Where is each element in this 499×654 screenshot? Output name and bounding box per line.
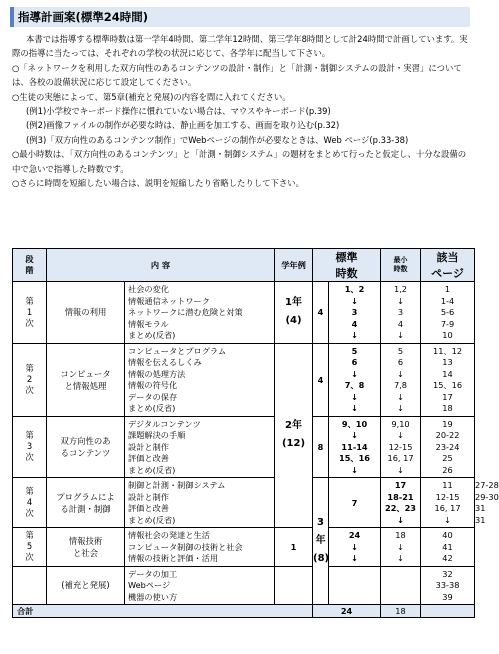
chapter-cell: 第 5 次 xyxy=(13,528,47,567)
table-row xyxy=(13,528,475,567)
header-minimum-hours: 最小 時数 xyxy=(381,249,421,282)
minimum-hours-cell: 5 6 ↓ 7,8 ↓ ↓ xyxy=(381,343,421,416)
unit-cell: (補充と発展) xyxy=(47,566,125,605)
content-cell: 制御と計測・制御システム 設計と制作 評価と改善 まとめ(反省) xyxy=(125,478,275,528)
total-standard-hours: 24 xyxy=(313,605,381,618)
table-row xyxy=(13,416,475,478)
chapter-cell: 第 3 次 xyxy=(13,416,47,478)
minimum-hours-cell xyxy=(381,566,421,605)
table-row xyxy=(13,566,475,605)
unit-cell: 情報技術 と社会 xyxy=(47,528,125,567)
standard-hours-cell: 24 ↓ ↓ xyxy=(329,528,381,567)
content-cell: 情報社会の発達と生活 コンピュータ制御の技術と社会 情報の技術と評価・活用 xyxy=(125,528,275,567)
chapter-cell: 第 1 次 xyxy=(13,282,47,344)
content-cell: データの加工 Webページ 機器の使い方 xyxy=(125,566,275,605)
intro-paragraph: 本書では指導する標準時数は第一学年4時間、第二学年12時間、第三学年8時間として計24時間で計画しています。実際の指導に当たっては、それぞれの学校の状況に応じて、各学年に配当して下さい。 xyxy=(12,34,468,59)
unit-cell: 双方向性のあ るコンテンツ xyxy=(47,416,125,478)
bullet-chapter5: ○生徒の実態によって、第5章(補充と発展)の内容を間に入れてください。 xyxy=(12,91,291,102)
bullet-shorten: ○さらに時間を短縮したい場合は、説明を短縮したり省略したりして下さい。 xyxy=(12,178,305,189)
unit-cell: コンピュータ と情報処理 xyxy=(47,343,125,416)
standard-hours-cell: 9、10 ↓ 11-14 15、16 ↓ xyxy=(329,416,381,478)
hours-cell: 1 xyxy=(275,528,313,567)
header-standard-hours: 標準 時数 xyxy=(313,249,381,282)
pages-cell: 1 1-4 5-6 7-9 10 xyxy=(421,282,475,344)
pages-cell: 40 41 42 xyxy=(421,528,475,567)
minimum-hours-cell: 1,2 ↓ 3 4 ↓ xyxy=(381,282,421,344)
standard-hours-cell: 17 18-21 22、23 ↓ xyxy=(381,478,421,528)
header-pages: 該当 ページ xyxy=(421,249,475,282)
table-row xyxy=(13,343,475,416)
hours-cell: 4 xyxy=(313,282,329,344)
standard-hours-cell: 1、2 ↓ 3 4 ↓ xyxy=(329,282,381,344)
hours-cell: 8 xyxy=(313,416,329,478)
grade-cell-3: 3年 (8) xyxy=(313,478,329,605)
total-minimum-hours: 18 xyxy=(381,605,421,618)
chapter-cell xyxy=(13,566,47,605)
pages-cell: 32 33-38 39 xyxy=(421,566,475,605)
table-row xyxy=(13,282,475,344)
minimum-hours-cell: 18 ↓ ↓ xyxy=(381,528,421,567)
bullet-network: ○「ネットワークを利用した双方向性のあるコンテンツの設計・制作」と「計測・制御システムの設計・実習」については、各校の設備状況に応じて設定してください。 xyxy=(12,62,462,88)
example-1: (例1)小学校でキーボード操作に慣れていない場合は、マウスやキーボード(p.39) xyxy=(26,106,331,117)
total-label: 合計 xyxy=(13,605,313,618)
hours-cell: 7 xyxy=(329,478,381,528)
pages-cell: 11、12 13 14 15、16 17 18 xyxy=(421,343,475,416)
page-title: 指導計画案(標準24時間) xyxy=(10,7,470,27)
example-3: (例3)「双方向性のあるコンテンツ制作」でWebページの制作が必要なときは、Web ページ(p.33-38) xyxy=(26,134,409,145)
total-pages xyxy=(421,605,475,618)
chapter-cell: 第 2 次 xyxy=(13,343,47,416)
bullet-minimum-hours: ○最小時数は、「双方向性のあるコンテンツ」と「計測・制御システム」の題材をまとめて行ったと仮定し、十分な設備の中で急いで指導した時数です。 xyxy=(12,149,467,174)
content-cell: コンピュータとプログラム 情報を伝えるしくみ 情報の処理方法 情報の符号化 データの保存 まとめ(反省) xyxy=(125,343,275,416)
chapter-cell: 第 4 次 xyxy=(13,478,47,528)
example-2: (例2)画像ファイルの制作が必要な時は、静止画を加工する、画面を取り込む(p.32) xyxy=(26,120,340,131)
grade-cell-1: 1年 (4) xyxy=(275,282,313,344)
intro-text xyxy=(12,32,474,190)
table-header-row xyxy=(13,249,475,282)
table-total-row xyxy=(13,605,475,618)
grade-cell-2: 2年 (12) xyxy=(275,343,313,528)
header-content: 内 容 xyxy=(47,249,275,282)
hours-cell: 4 xyxy=(313,343,329,416)
minimum-hours-cell: 11 12-15 16, 17 ↓ xyxy=(421,478,475,528)
standard-hours-cell xyxy=(329,566,381,605)
unit-cell: 情報の利用 xyxy=(47,282,125,344)
content-cell: 社会の変化 情報通信ネットワーク ネットワークに潜む危険と対策 情報モラル まとめ(反省) xyxy=(125,282,275,344)
table-row: 第 4 次 プログラムによ る計測・制御 制御と計測・制御システム 設計と制作 評価と改善 まとめ(反省) 3年 (8) 7 17 18-21 22、23 ↓ 11 12-15 16, 17 ↓ 27-28 29-30 31 31 xyxy=(13,478,475,528)
hours-cell xyxy=(275,566,313,605)
minimum-hours-cell: 9,10 ↓ 12-15 16, 17 ↓ xyxy=(381,416,421,478)
header-stage: 段 階 xyxy=(13,249,47,282)
standard-hours-cell: 5 6 ↓ 7、8 ↓ ↓ xyxy=(329,343,381,416)
content-cell: デジタルコンテンツ 課題解決の手順 設計と制作 評価と改善 まとめ(反省) xyxy=(125,416,275,478)
pages-cell: 19 20-22 23-24 25 26 xyxy=(421,416,475,478)
plan-table xyxy=(12,248,499,618)
unit-cell: プログラムによ る計測・制御 xyxy=(47,478,125,528)
header-grade: 学年例 xyxy=(275,249,313,282)
